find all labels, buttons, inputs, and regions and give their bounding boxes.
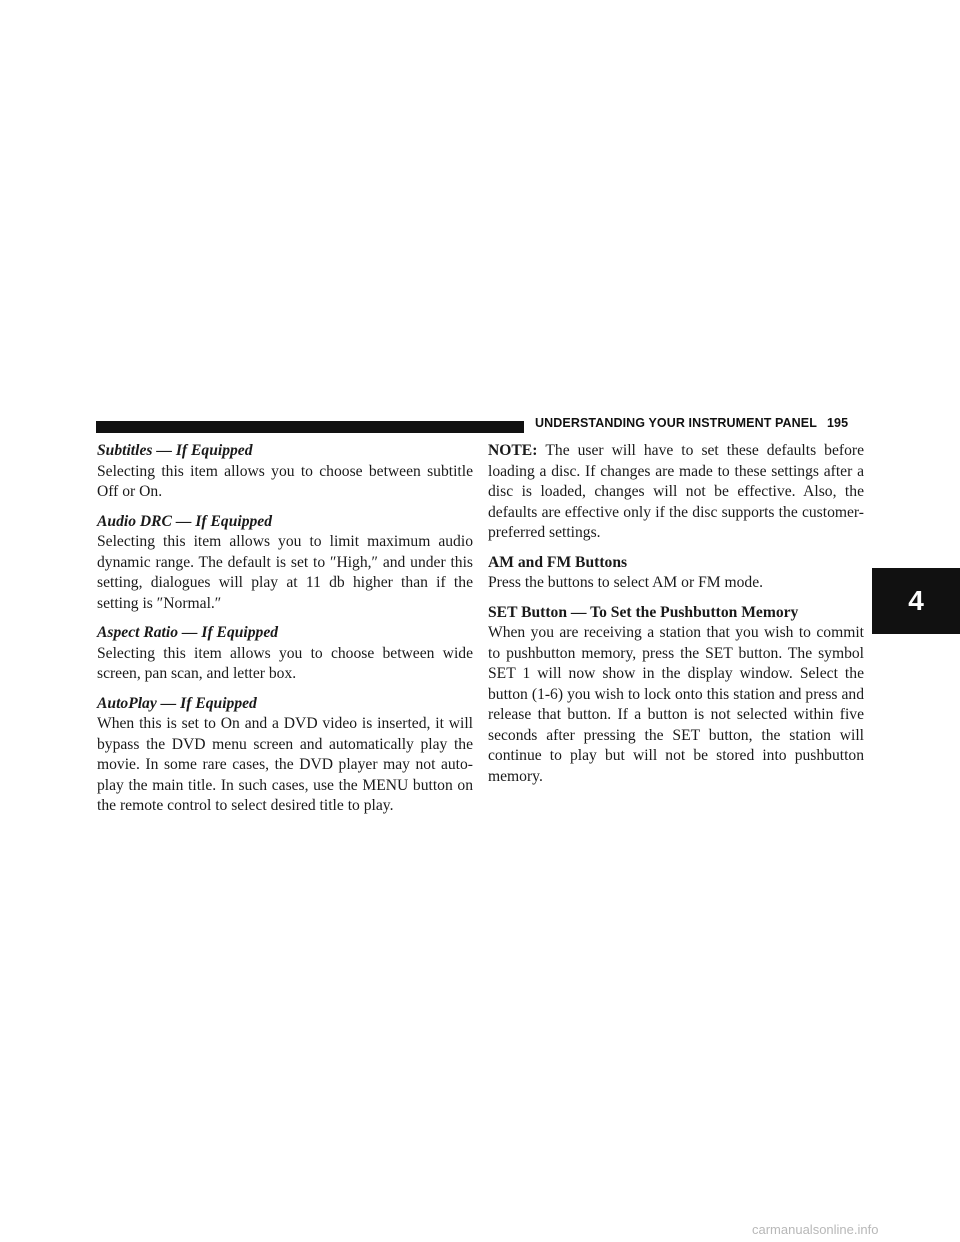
- section-heading: AM and FM Buttons: [488, 553, 628, 571]
- right-column: [488, 441, 864, 796]
- running-header: [535, 416, 848, 430]
- note-paragraph: [488, 441, 864, 544]
- note-label: NOTE:: [488, 442, 538, 459]
- left-column: [97, 441, 473, 826]
- chapter-tab: 4: [872, 568, 960, 634]
- section-am-fm-buttons: [488, 553, 864, 594]
- section-body: When you are receiving a station that you wish to commit to pushbutton memory, press the SET button. The symbol SET 1 will now show in the display window. Select the button (1-6) you wish to lock onto this station and press and release that button. If a button is not selected within five seconds after pressing the SET button, the station will continue to play but will not be stored into pushbutton memory.: [488, 624, 864, 785]
- note-block: [488, 441, 864, 544]
- section-audio-drc: [97, 512, 473, 615]
- section-heading: Audio DRC — If Equipped: [97, 512, 273, 530]
- section-heading: SET Button — To Set the Pushbutton Memory: [488, 603, 799, 621]
- section-body: Selecting this item allows you to choose between wide screen, pan scan, and letter box.: [97, 644, 473, 682]
- section-heading: AutoPlay — If Equipped: [97, 694, 257, 712]
- watermark: carmanualsonline.info: [752, 1222, 879, 1237]
- section-heading: Aspect Ratio — If Equipped: [97, 624, 279, 641]
- section-autoplay: [97, 694, 473, 817]
- section-body: Selecting this item allows you to limit maximum audio dynamic range. The default is set to ″High,″ and under this setting, dialogues will play at 11 db higher than if the setting is ″Normal.″: [97, 533, 473, 612]
- header-title: UNDERSTANDING YOUR INSTRUMENT PANEL: [535, 416, 817, 430]
- section-set-button: [488, 603, 864, 788]
- section-heading: Subtitles — If Equipped: [97, 442, 253, 459]
- page-number: 195: [826, 416, 849, 430]
- section-body: Selecting this item allows you to choose between subtitle Off or On.: [97, 462, 473, 500]
- section-subtitles: [97, 441, 473, 503]
- header-rule: [96, 421, 524, 433]
- section-body: When this is set to On and a DVD video is inserted, it will bypass the DVD menu screen and automatically play the movie. In some rare cases, the DVD player may not auto-play the main title. In such cases, use the MENU button on the remote control to select desired title to play.: [97, 715, 473, 814]
- section-aspect-ratio: [97, 623, 473, 685]
- section-body: Press the buttons to select AM or FM mode.: [488, 574, 764, 591]
- note-text: The user will have to set these defaults before loading a disc. If changes are made to these settings after a disc is loaded, changes will not be effective. Also, the defaults are effective only if the disc supports the customer-preferred settings.: [488, 442, 864, 541]
